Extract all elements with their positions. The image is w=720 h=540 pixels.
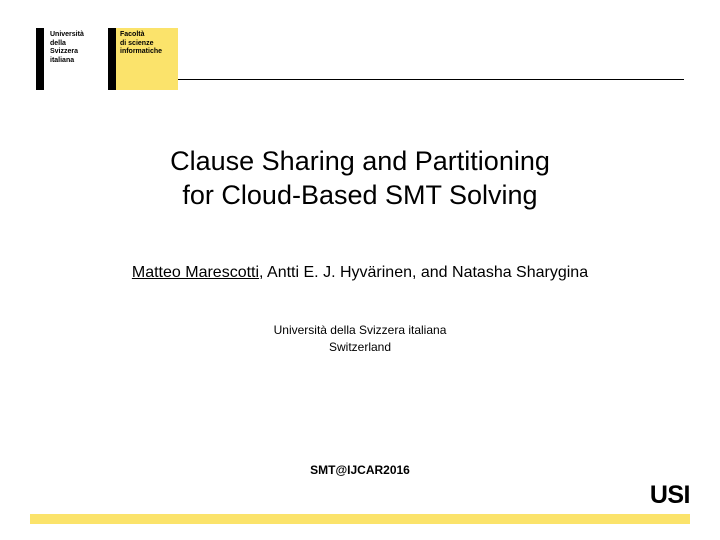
title-line-1: Clause Sharing and Partitioning	[170, 146, 550, 176]
affiliation-line-2: Switzerland	[328, 340, 392, 354]
affiliation-line-1: Università della Svizzera italiana	[273, 323, 447, 337]
usi-wordmark: USI	[649, 481, 690, 509]
title-line-2: for Cloud-Based SMT Solving	[182, 180, 538, 210]
affiliation	[0, 322, 720, 356]
usi-logo-bar	[36, 28, 44, 90]
slide-title	[0, 144, 720, 212]
faculty-logo-bar	[108, 28, 116, 90]
presenting-author: Matteo Marescotti	[131, 264, 260, 281]
venue-label: SMT@IJCAR2016	[310, 463, 410, 477]
co-authors: , Antti E. J. Hyvärinen, and Natasha Sharygina	[259, 264, 589, 281]
faculty-logo-text: Facoltà di scienze informatiche	[120, 31, 163, 55]
author-list	[0, 264, 720, 282]
header-divider	[178, 79, 684, 80]
usi-logo-text: Università della Svizzera italiana	[50, 31, 84, 64]
footer-band	[30, 514, 690, 524]
